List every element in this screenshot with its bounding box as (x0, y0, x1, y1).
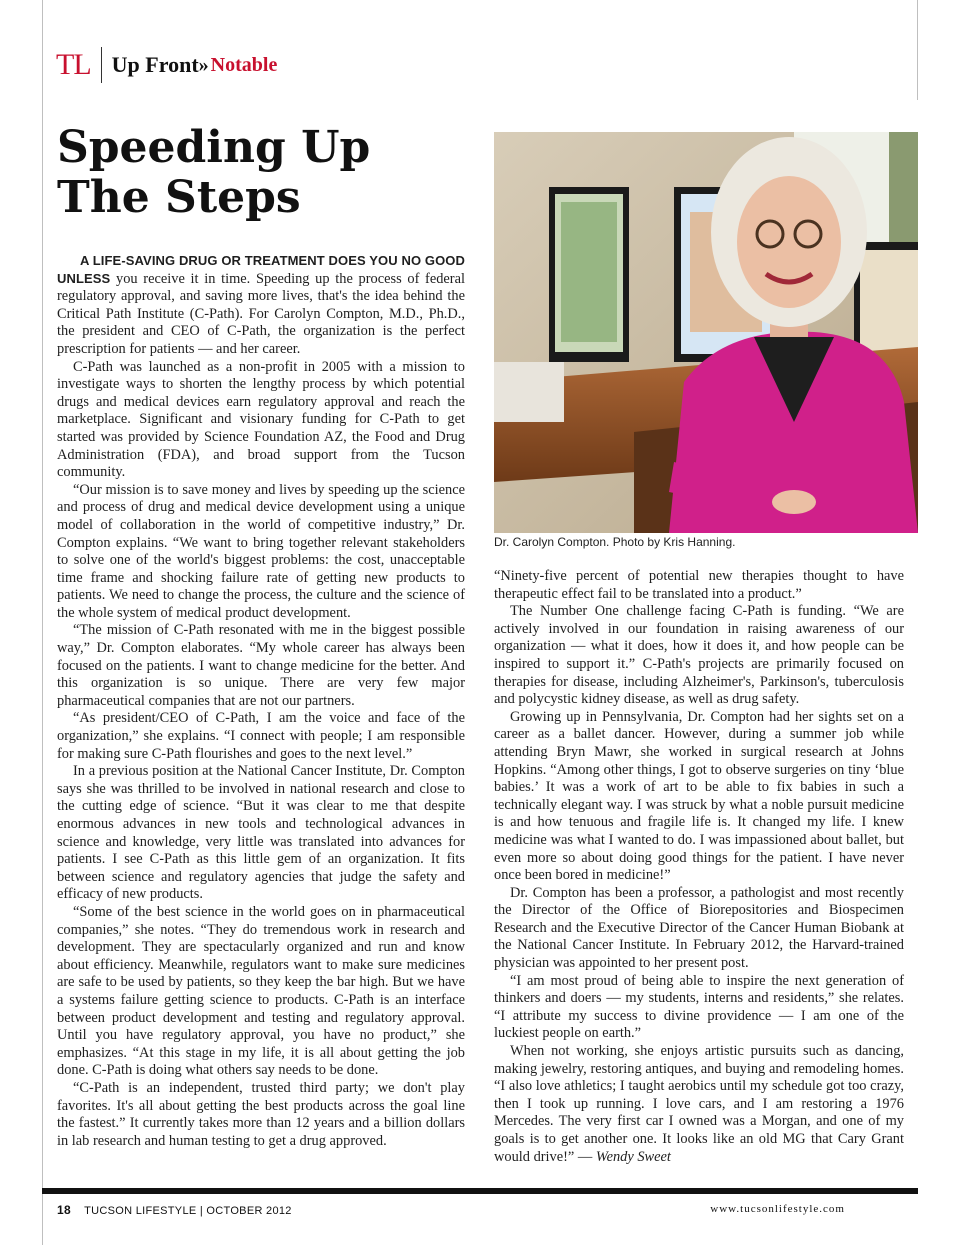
body-paragraph: “C-Path is an independent, trusted third party; we don't play favorites. It's all about getting the best products across the goal line the fastest.” It currently takes more than 12 years and a billion dollars in lab research and human testing to get a drug approved. (57, 1079, 465, 1149)
page-margin-rule-right (917, 0, 918, 100)
chevron-icon: » (198, 53, 209, 76)
folio-separator: | (199, 1205, 204, 1217)
body-paragraph: “I am most proud of being able to inspire the next generation of thinkers and doers — my students, interns and residents,” she relates. “I attribute my success to divine providence — I am one of the luckiest people on earth.” (494, 972, 904, 1042)
lead-text: you receive it in time. Speeding up the process of federal regulatory approval, and saving more lives, that's the idea behind the Critical Path Institute (C-Path). For Carolyn Compton, M.D., Ph.D., the president and CEO of C-Path, the organization is the perfect prescription for patients — and her career. (57, 270, 465, 357)
publication-name: TUCSON LIFESTYLE (84, 1205, 197, 1217)
page-margin-rule (42, 0, 43, 1245)
body-paragraph: Dr. Compton has been a professor, a pathologist and most recently the Director of the Office of Biorepositories and Biospecimen Research and the Executive Director of the Cancer Human Biobank at the National Cancer Institute. In February 2012, the Harvard-trained physician was appointed to her present post. (494, 884, 904, 972)
section-name: Up Front (111, 52, 199, 77)
left-column (57, 252, 465, 1150)
article-headline (57, 123, 477, 223)
page-number: 18 (57, 1203, 71, 1217)
body-paragraph: C-Path was launched as a non-profit in 2005 with a mission to investigate ways to shorten the lengthy process by which potential drugs and medical devices earn regulatory approval and reach the marketplace. Significant and visionary funding for C-Path to get started was provided by Science Foundation AZ, the Food and Drug Administration (FDA), and broad support from the Tucson community. (57, 358, 465, 481)
final-paragraph (494, 1043, 904, 1166)
photo-caption: Dr. Carolyn Compton. Photo by Kris Hanning. (494, 535, 736, 549)
headline-line-2: The Steps (57, 172, 301, 223)
right-column (494, 568, 904, 1166)
final-paragraph-text: When not working, she enjoys artistic pursuits such as dancing, making jewelry, restoring antiques, and buying and remodeling homes. “I also love athletics; I taught aerobics until my schedule got too crazy, then I took up running. I love cars, and I am restoring a 1976 Mercedes. The very first car I owned was a Morgan, and one of my goals is to get another one. It looks like an old MG that Cary Grant would drive!” — (494, 1043, 904, 1165)
body-paragraph: “As president/CEO of C-Path, I am the voice and face of the organization,” she explains. “I connect with people; I am responsible for making sure C-Path flourishes and goes to the next level.” (57, 710, 465, 762)
issue-date: OCTOBER 2012 (206, 1205, 292, 1217)
header-divider (101, 47, 102, 83)
subsection-name: Notable (210, 53, 278, 76)
body-paragraph: “Our mission is to save money and lives by speeding up the science and process of drug and medical device development using a unique model of collaboration in the world of competitive industry,” Dr. Compton explains. “We want to bring together relevant stakeholders to solve one of the world's biggest problems: the cost, unacceptable time frame and shocking failure rate of getting new products to patients. We need to change the process, the culture and the science of the whole system of medical product development. (57, 481, 465, 621)
website-url[interactable]: www.tucsonlifestyle.com (710, 1203, 845, 1215)
lead-paragraph (57, 252, 465, 359)
lead-caps-word: UNLESS (57, 270, 111, 286)
magazine-logo: TL (56, 48, 91, 81)
portrait-photo (494, 132, 918, 533)
body-paragraph: Growing up in Pennsylvania, Dr. Compton had her sights set on a career as a ballet dancer. However, during a summer job while attending Bryn Mawr, she worked in surgical research at Johns Hopkins. “Among other things, I got to observe surgeries on tiny ‘blue babies.’ It was a work of art to be able to fix babies in such a technically elegant way. I was struck by what a noble pursuit medicine is and how tenuous and fragile life is. It changed my life. I knew medicine was what I wanted to do. I was impassioned about ballet, but even more so about doing good things for the patient. I have never once been bored in medicine!” (494, 708, 904, 884)
body-paragraph: The Number One challenge facing C-Path is funding. “We are actively involved in our foundation in raising awareness of our organization — what it does, how it does it, and how people can be inspired to support it.” C-Path's projects are primarily focused on therapies for disease, including Alzheimer's, Parkinson's, tuberculosis and polycystic kidney disease, as well as drug safety. (494, 603, 904, 708)
body-paragraph: “The mission of C-Path resonated with me in the biggest possible way,” Dr. Compton elaborates. “My whole career has always been focused on the patients. I want to change medicine for the better. And this organization is so unique. There are very few major pharmaceutical companies that are not our partners. (57, 622, 465, 709)
footer-folio (57, 1203, 292, 1217)
section-header (56, 45, 277, 85)
body-paragraph: “Some of the best science in the world goes on in pharmaceutical companies,” she notes. “They do tremendous work in research and development. They are spectacularly organized and run and know about efficiency. Meanwhile, regulators want to make sure medicines are safe to be used by patients, so they keep the bar high. But we have a systems failure getting science to products. C-Path is an interface between product development and testing and regulatory approval. Until you have regulatory approval, you have no product,” she emphasizes. “At this stage in my life, it is all about getting the job done. C-Path is doing what others say needs to be done. (57, 903, 465, 1079)
author-signature: Wendy Sweet (595, 1148, 671, 1165)
body-paragraph: In a previous position at the National Cancer Institute, Dr. Compton says she was thrilled to be involved in national research and close to the cutting edge of science. “But it was clear to me that despite enormous advances in new tools and technological advances in science and knowledge, very little was translated into advances for patients. I see C-Path as this little gem of an organization. It fits between science and regulatory agencies that judge the safety and efficacy of new products. (57, 763, 465, 903)
headline-line-1: Speeding Up (57, 122, 371, 173)
body-paragraph-continued: “Ninety-five percent of potential new therapies thought to have therapeutic effect fail to be translated into a product.” (494, 568, 904, 602)
footer-rule (42, 1188, 918, 1194)
lead-caps: A LIFE-SAVING DRUG OR TREATMENT DOES YOU NO GOOD (80, 253, 465, 268)
